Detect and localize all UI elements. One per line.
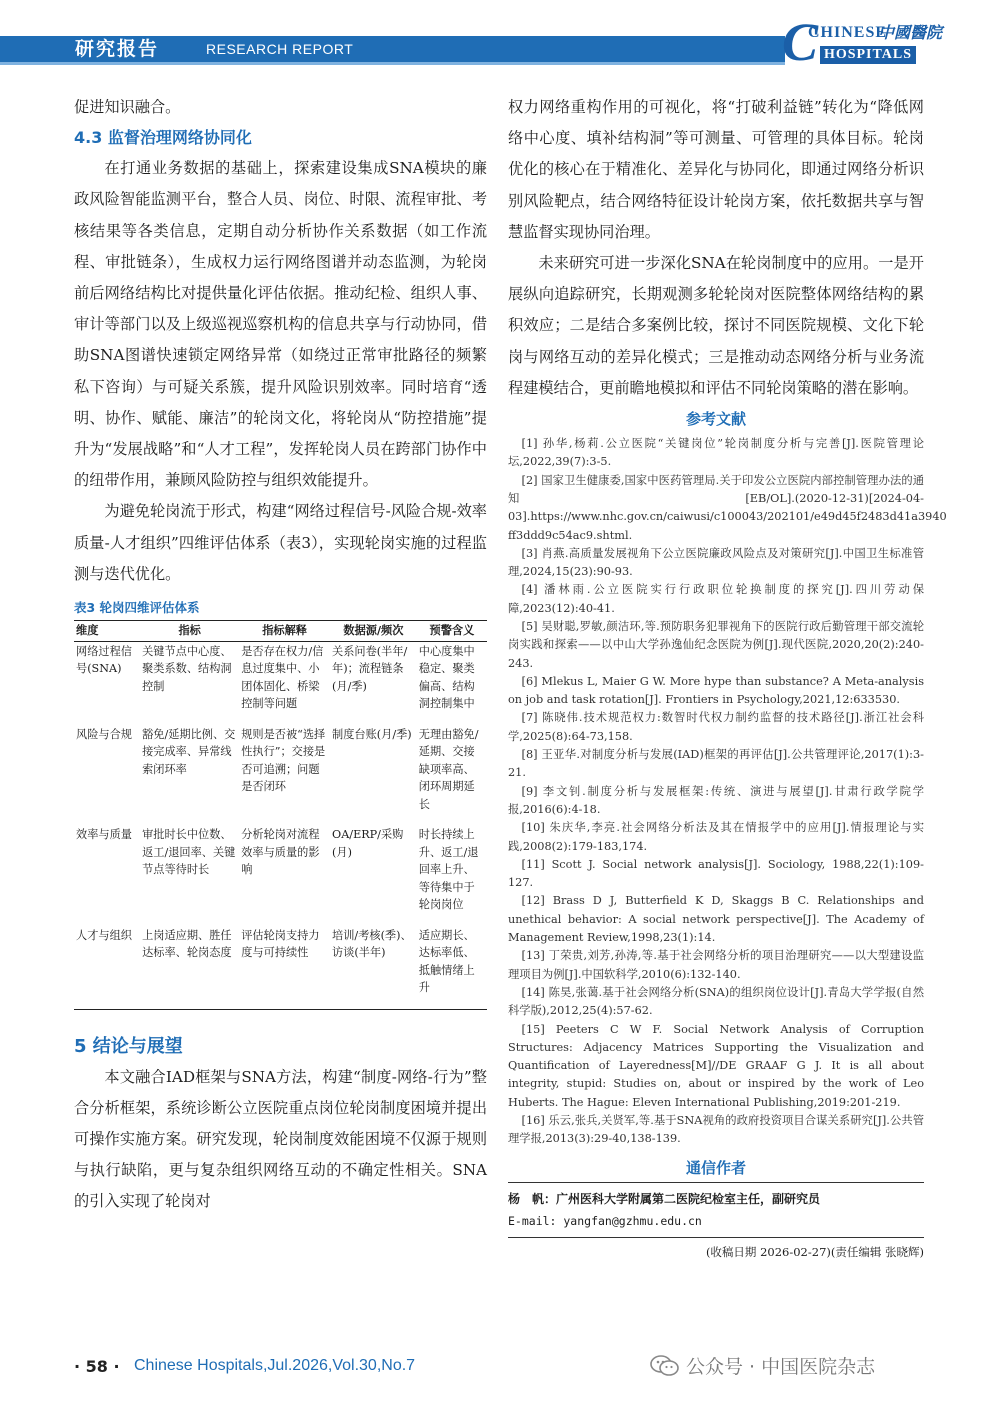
table-row bbox=[74, 926, 487, 1010]
table-cell: 制度台账(月/季) bbox=[332, 727, 412, 741]
wechat-icon bbox=[650, 1354, 680, 1378]
table-header-cell: 数据源/频次 bbox=[330, 621, 417, 642]
table-row bbox=[74, 825, 487, 926]
reference-item: [10] 朱庆华,李亮.社会网络分析法及其在情报学中的应用[J].情报理论与实践,2008(2):179-183,174. bbox=[508, 821, 924, 853]
reference-item: [9] 李文钊.制度分析与发展框架:传统、演进与展望[J].甘肃行政学院学报,2016(6):4-18. bbox=[508, 784, 924, 816]
reference-item: [2] 国家卫生健康委,国家中医药管理局.关于印发公立医院内部控制管理办法的通知[EB/OL].(2020-12-31)[2024-04-03].https://www.nhc.gov.cn/caiwusi/c100043/202101/e49d45f2483d41a3940 ff3ddd9c54ac9.shtml. bbox=[508, 473, 947, 542]
table-title: 表3 轮岗四维评估体系 bbox=[74, 600, 200, 616]
page-number: · 58 · bbox=[74, 1357, 120, 1376]
reference-item: [5] 吴财聪,罗敏,颜洁环,等.预防职务犯罪视角下的医院行政后勤管理干部交流轮岗实践和探索——以中山大学孙逸仙纪念医院为例[J].现代医院,2020,20(2):240-243. bbox=[508, 620, 924, 670]
reference-item: [6] Mlekus L, Maier G W. More hype than substance? A Meta-analysis on job and task rotation[J]. Frontiers in Psychology,2021,12:633530. bbox=[508, 674, 924, 707]
table-cell: 关键节点中心度、聚类系数、结构洞控制 bbox=[142, 644, 232, 693]
references-title: 参考文献 bbox=[685, 410, 746, 429]
logo-c-letter: C bbox=[782, 12, 819, 72]
table-cell: 网络过程信号(SNA) bbox=[76, 644, 132, 676]
table-cell: 审批时长中位数、返工/退回率、关键节点等待时长 bbox=[142, 828, 236, 877]
heading-4-3: 4.3 监督治理网络协同化 bbox=[74, 128, 252, 148]
table-cell: 上岗适应期、胜任达标率、轮岗态度 bbox=[140, 926, 239, 1010]
references-list bbox=[508, 435, 947, 1149]
journal-logo bbox=[782, 12, 943, 72]
logo-cn-mark: 中國醫院 bbox=[878, 23, 943, 42]
reference-item: [12] Brass D J, Butterfield K D, Skaggs B C. Relationships and unethical behavior: A social network perspective[J]. The Academy of Management Review,1998,23(1):14. bbox=[508, 894, 924, 945]
reference-item: [15] Peeters C W F. Social Network Analysis of Corruption Structures: Adjacency Matrices Supporting the Visualization and Quantification of Layeredness[M]//DE GRAAF G J. It is all about integrity, stupid: Studies on, about or inspired by the work of Leo Huberts. The Hague: Eleven International Publishing,2019:201-219. bbox=[508, 1022, 924, 1109]
reference-item: [16] 乐云,张兵,关贤军,等.基于SNA视角的政府投资项目合谋关系研究[J].公共管理学报,2013(3):29-40,138-139. bbox=[508, 1114, 924, 1146]
reference-item: [11] Scott J. Social network analysis[J]. Sociology, 1988,22(1):109-127. bbox=[508, 857, 924, 890]
section-label-en: RESEARCH REPORT bbox=[206, 41, 354, 57]
corresponding-author-line bbox=[508, 1189, 924, 1209]
table-header-cell: 预警含义 bbox=[417, 621, 487, 642]
table-header-row bbox=[74, 621, 487, 642]
paragraph: 为避免轮岗流于形式，构建“网络过程信号-风险合规-效率质量-人才组织”四维评估体系（表3），实现轮岗实施的过程监测与迭代优化。 bbox=[74, 502, 487, 583]
table-cell: OA/ERP/采购(月) bbox=[332, 828, 404, 859]
journal-citation: Chinese Hospitals,Jul.2026,Vol.30,No.7 bbox=[134, 1357, 416, 1374]
wechat-label: 公众号 · 中国医院杂志 bbox=[686, 1356, 876, 1378]
logo-top-text: CHINESE bbox=[808, 24, 888, 41]
paragraph-continued: 权力网络重构作用的可视化，将“打破利益链”转化为“降低网络中心度、填补结构洞”等可测量、可管理的具体目标。轮岗优化的核心在于精准化、差异化与协同化，即通过网络分析识别风险靶点，结合网络特征设计轮岗方案，依托数据共享与智慧监督实现协同治理。 bbox=[508, 98, 924, 241]
table-cell: 中心度集中稳定、聚类偏高、结构洞控制集中 bbox=[418, 644, 475, 711]
table-cell: 规则是否被“选择性执行”；交接是否可追溯；问题是否闭环 bbox=[241, 727, 326, 794]
evaluation-table bbox=[74, 620, 487, 1010]
reference-item: [8] 王亚华.对制度分析与发展(IAD)框架的再评估[J].公共管理评论,2017(1):3-21. bbox=[508, 748, 924, 780]
paragraph: 未来研究可进一步深化SNA在轮岗制度中的应用。一是开展纵向追踪研究，长期观测多轮轮岗对医院整体网络结构的累积效应；二是结合多案例比较，探讨不同医院规模、文化下轮岗与网络互动的差异化模式；三是推动动态网络分析与业务流程建模结合，更前瞻地模拟和评估不同轮岗策略的潜在影响。 bbox=[508, 254, 924, 397]
table-row bbox=[74, 641, 487, 725]
table-cell: 是否存在权力/信息过度集中、小团体固化、桥梁控制等问题 bbox=[241, 644, 324, 711]
table-cell: 培训/考核(季)、访谈(半年) bbox=[330, 926, 417, 1010]
table-cell: 评估轮岗支持力度与可持续性 bbox=[239, 926, 330, 1010]
table-row bbox=[74, 725, 487, 826]
table-cell: 时长持续上升、返工/退回率上升、等待集中于轮岗岗位 bbox=[418, 828, 479, 912]
table-cell: 分析轮岗对流程效率与质量的影响 bbox=[241, 828, 320, 877]
reference-item: [3] 肖燕.高质量发展视角下公立医院廉政风险点及对策研究[J].中国卫生标准管理,2024,15(23):90-93. bbox=[508, 546, 924, 579]
table-cell: 人才与组织 bbox=[74, 926, 140, 1010]
table-header-cell: 维度 bbox=[74, 621, 140, 642]
wechat-watermark bbox=[650, 1352, 875, 1379]
right-column bbox=[508, 92, 947, 1260]
author-email: E-mail: yangfan@gzhmu.edu.cn bbox=[508, 1213, 702, 1228]
paragraph-continued: 促进知识融合。 bbox=[74, 98, 181, 116]
reference-item: [13] 丁荣贵,刘芳,孙涛,等.基于社会网络分析的项目治理研究——以大型建设监理项目为例[J].中国软科学,2010(6):132-140. bbox=[508, 949, 924, 981]
left-column bbox=[74, 92, 487, 1218]
divider bbox=[508, 1237, 924, 1238]
table-header-cell: 指标解释 bbox=[239, 621, 330, 642]
table-header-cell: 指标 bbox=[140, 621, 239, 642]
table-cell: 效率与质量 bbox=[76, 828, 132, 842]
table-cell: 关系问卷(半年/年)；流程链条(月/季) bbox=[332, 644, 408, 693]
author-affiliation: 广州医科大学附属第二医院纪检室主任，副研究员 bbox=[556, 1191, 821, 1206]
table-cell: 适应期长、达标率低、抵触情绪上升 bbox=[417, 926, 487, 1010]
reference-item: [14] 陈昊,张蔼.基于社会网络分析(SNA)的组织岗位设计[J].青岛大学学报(自然科学版),2012,25(4):57-62. bbox=[508, 985, 924, 1018]
table-cell: 豁免/延期比例、交接完成率、异常线索闭环率 bbox=[142, 727, 236, 776]
logo-bottom-text: HOSPITALS bbox=[820, 46, 916, 64]
table-cell: 无理由豁免/延期、交接缺项率高、闭环周期延长 bbox=[418, 727, 479, 811]
heading-5: 5 结论与展望 bbox=[74, 1035, 183, 1057]
author-name: 杨 帆： bbox=[508, 1191, 557, 1206]
table-cell: 风险与合规 bbox=[76, 727, 132, 741]
paragraph: 在打通业务数据的基础上，探索建设集成SNA模块的廉政风险智能监测平台，整合人员、岗位、时限、流程审批、考核结果等各类信息，定期自动分析协作关系数据（如工作流程、审批链条），生成权力运行网络图谱并动态监测，为轮岗前后网络结构比对提供量化评估依据。推动纪检、组织人事、审计等部门以及上级巡视巡察机构的信息共享与行动协同，借助SNA图谱快速锁定网络异常（如绕过正常审批路径的频繁私下咨询）与可疑关系簇，提升风险识别效率。同时培育“透明、协作、赋能、廉洁”的轮岗文化，将轮岗从“防控措施”提升为“发展战略”和“人才工程”，发挥轮岗人员在跨部门协作中的纽带作用，兼顾风险防控与组织效能提升。 bbox=[74, 159, 487, 490]
section-label-cn: 研究报告 bbox=[75, 38, 160, 60]
header-underline bbox=[0, 62, 785, 65]
reference-item: [1] 孙华,杨莉.公立医院“关键岗位”轮岗制度分析与完善[J].医院管理论坛,2022,39(7):3-5. bbox=[508, 437, 924, 469]
reference-item: [7] 陈晓伟.技术规范权力:数智时代权力制约监督的技术路径[J].浙江社会科学,2025(8):64-73,158. bbox=[508, 711, 924, 743]
reference-item: [4] 潘林雨.公立医院实行行政职位轮换制度的探究[J].四川劳动保障,2023(12):40-41. bbox=[508, 583, 924, 615]
corresponding-author-title: 通信作者 bbox=[508, 1157, 924, 1183]
received-date: (收稿日期 2026-02-27)(责任编辑 张晓辉) bbox=[705, 1244, 924, 1259]
paragraph: 本文融合IAD框架与SNA方法，构建“制度-网络-行为”整合分析框架，系统诊断公立医院重点岗位轮岗制度困境并提出可操作实施方案。研究发现，轮岗制度效能困境不仅源于规则与执行缺陷，更与复杂组织网络互动的不确定性相关。SNA的引入实现了轮岗对 bbox=[74, 1067, 487, 1211]
